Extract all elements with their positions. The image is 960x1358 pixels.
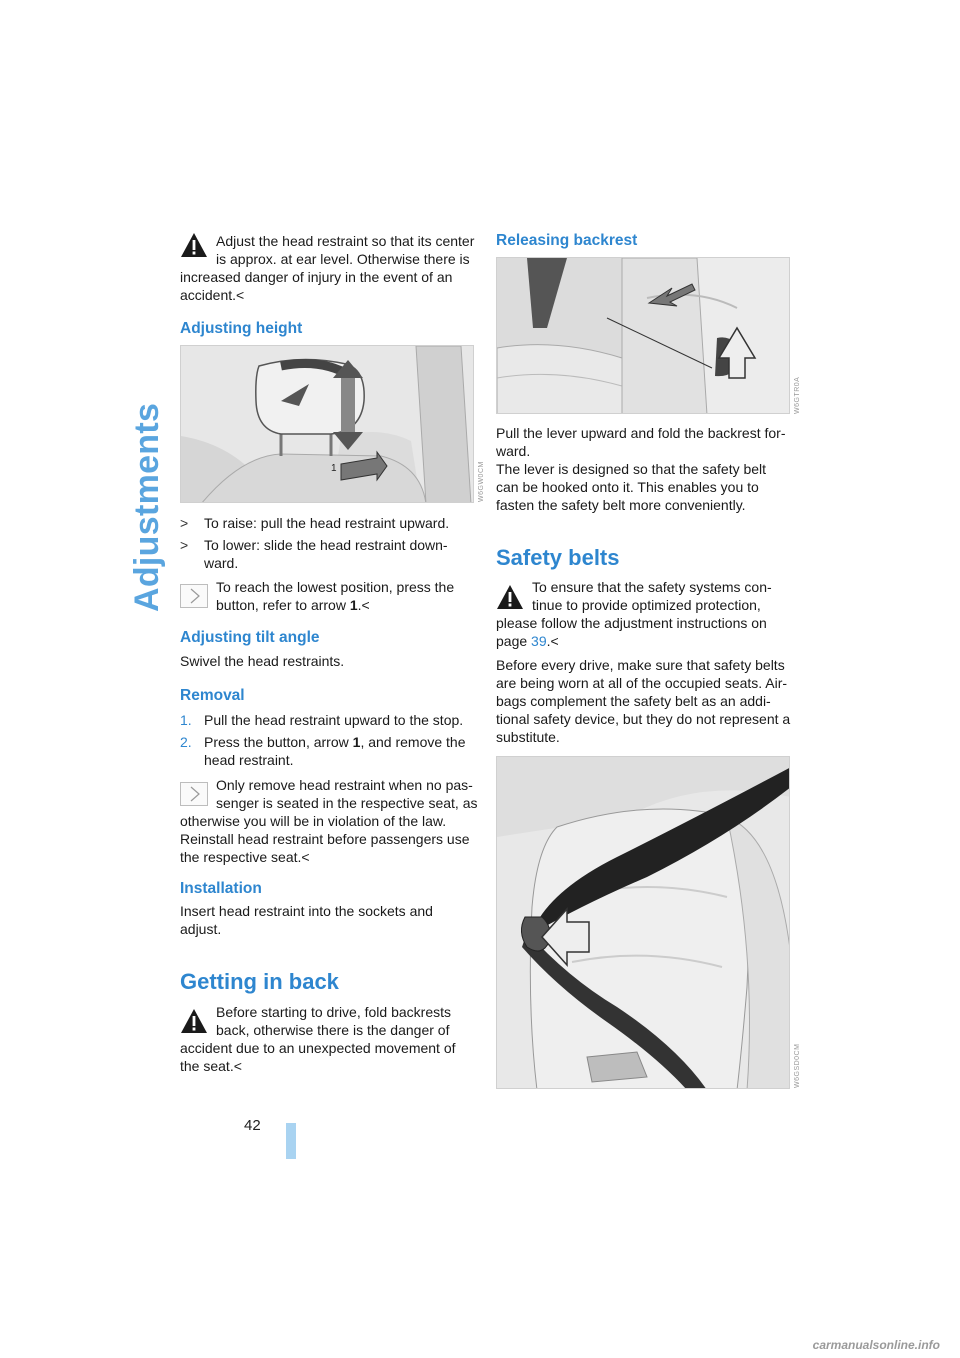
list-adjusting-height: [180, 514, 472, 572]
note-removal-head: Only remove head restraint when no pas- senger is seated in the respective seat, as: [216, 777, 478, 811]
figure-head-restraint: [180, 345, 474, 503]
installation-text: Insert head restraint into the sockets and adjust.: [180, 903, 433, 937]
svg-text:1: 1: [331, 463, 337, 474]
page-link[interactable]: 39: [531, 633, 547, 649]
heading-safety-belts: Safety belts: [496, 545, 620, 570]
note-removal-rest: otherwise you will be in violation of the law. Reinstall head restraint before passengers use the respective seat.<: [180, 813, 470, 865]
list-item: > To raise: pull the head restraint upward.: [180, 515, 450, 531]
list-item: 1. Pull the head restraint upward to the stop.: [180, 712, 464, 728]
figure-code: W6GSD0CM: [794, 1043, 801, 1088]
warning-triangle-icon: [180, 232, 208, 258]
figure-safety-belt: [496, 756, 790, 1089]
list-removal: [180, 711, 472, 769]
watermark: carmanualsonline.info: [812, 1338, 940, 1352]
belts-paragraph: Before every drive, make sure that safety belts are being worn at all of the occupied seats. Air-bags complement the safety belt as an addi-tional safety device, but they do not represent a substitute.: [496, 657, 791, 745]
warning-text-rest: increased danger of injury in the event of an accident.<: [180, 269, 453, 303]
heading-getting-in-back: Getting in back: [180, 969, 339, 994]
warning-belts-rest: please follow the adjustment instructions on page 39.<: [496, 615, 767, 649]
page-number: 42: [244, 1117, 261, 1134]
warning-triangle-icon: [180, 1008, 208, 1034]
section-title-vertical: [128, 228, 168, 612]
page-marker-bar: [286, 1123, 296, 1159]
figure-code: W6GTR0A: [794, 376, 801, 414]
list-item: 2. Press the button, arrow 1, and remove the head restraint.: [180, 734, 466, 768]
warning-backrest-head: Before starting to drive, fold backrests back, otherwise there is the danger of: [216, 1004, 451, 1038]
warning-backrest-rest: accident due to an unexpected movement of the seat.<: [180, 1040, 456, 1074]
warning-triangle-icon: [496, 584, 524, 610]
heading-removal: Removal: [180, 687, 245, 704]
figure-backrest-lever: [496, 257, 790, 414]
tilt-text: Swivel the head restraints.: [180, 653, 345, 669]
releasing-text: Pull the lever upward and fold the backrest for-ward. The lever is designed so that the safety belt can be hooked onto it. This enables you to fasten the safety belt more conveniently.: [496, 425, 786, 513]
heading-adjusting-height: Adjusting height: [180, 320, 303, 337]
heading-installation: Installation: [180, 880, 262, 897]
heading-releasing-backrest: Releasing backrest: [496, 232, 638, 249]
heading-tilt-angle: Adjusting tilt angle: [180, 629, 320, 646]
warning-text-head: Adjust the head restraint so that its center is approx. at ear level. Otherwise there is: [216, 233, 475, 267]
figure-code: W6GW0CM: [478, 461, 485, 502]
note-icon: [180, 584, 208, 608]
list-item: > To lower: slide the head restraint down-ward.: [180, 537, 448, 571]
section-title-text: Adjustments: [128, 402, 166, 612]
warning-belts-head: To ensure that the safety systems con- tinue to provide optimized protection,: [532, 579, 772, 613]
note-icon: [180, 782, 208, 806]
note-lowest-position: To reach the lowest position, press the button, refer to arrow 1.<: [216, 579, 455, 613]
